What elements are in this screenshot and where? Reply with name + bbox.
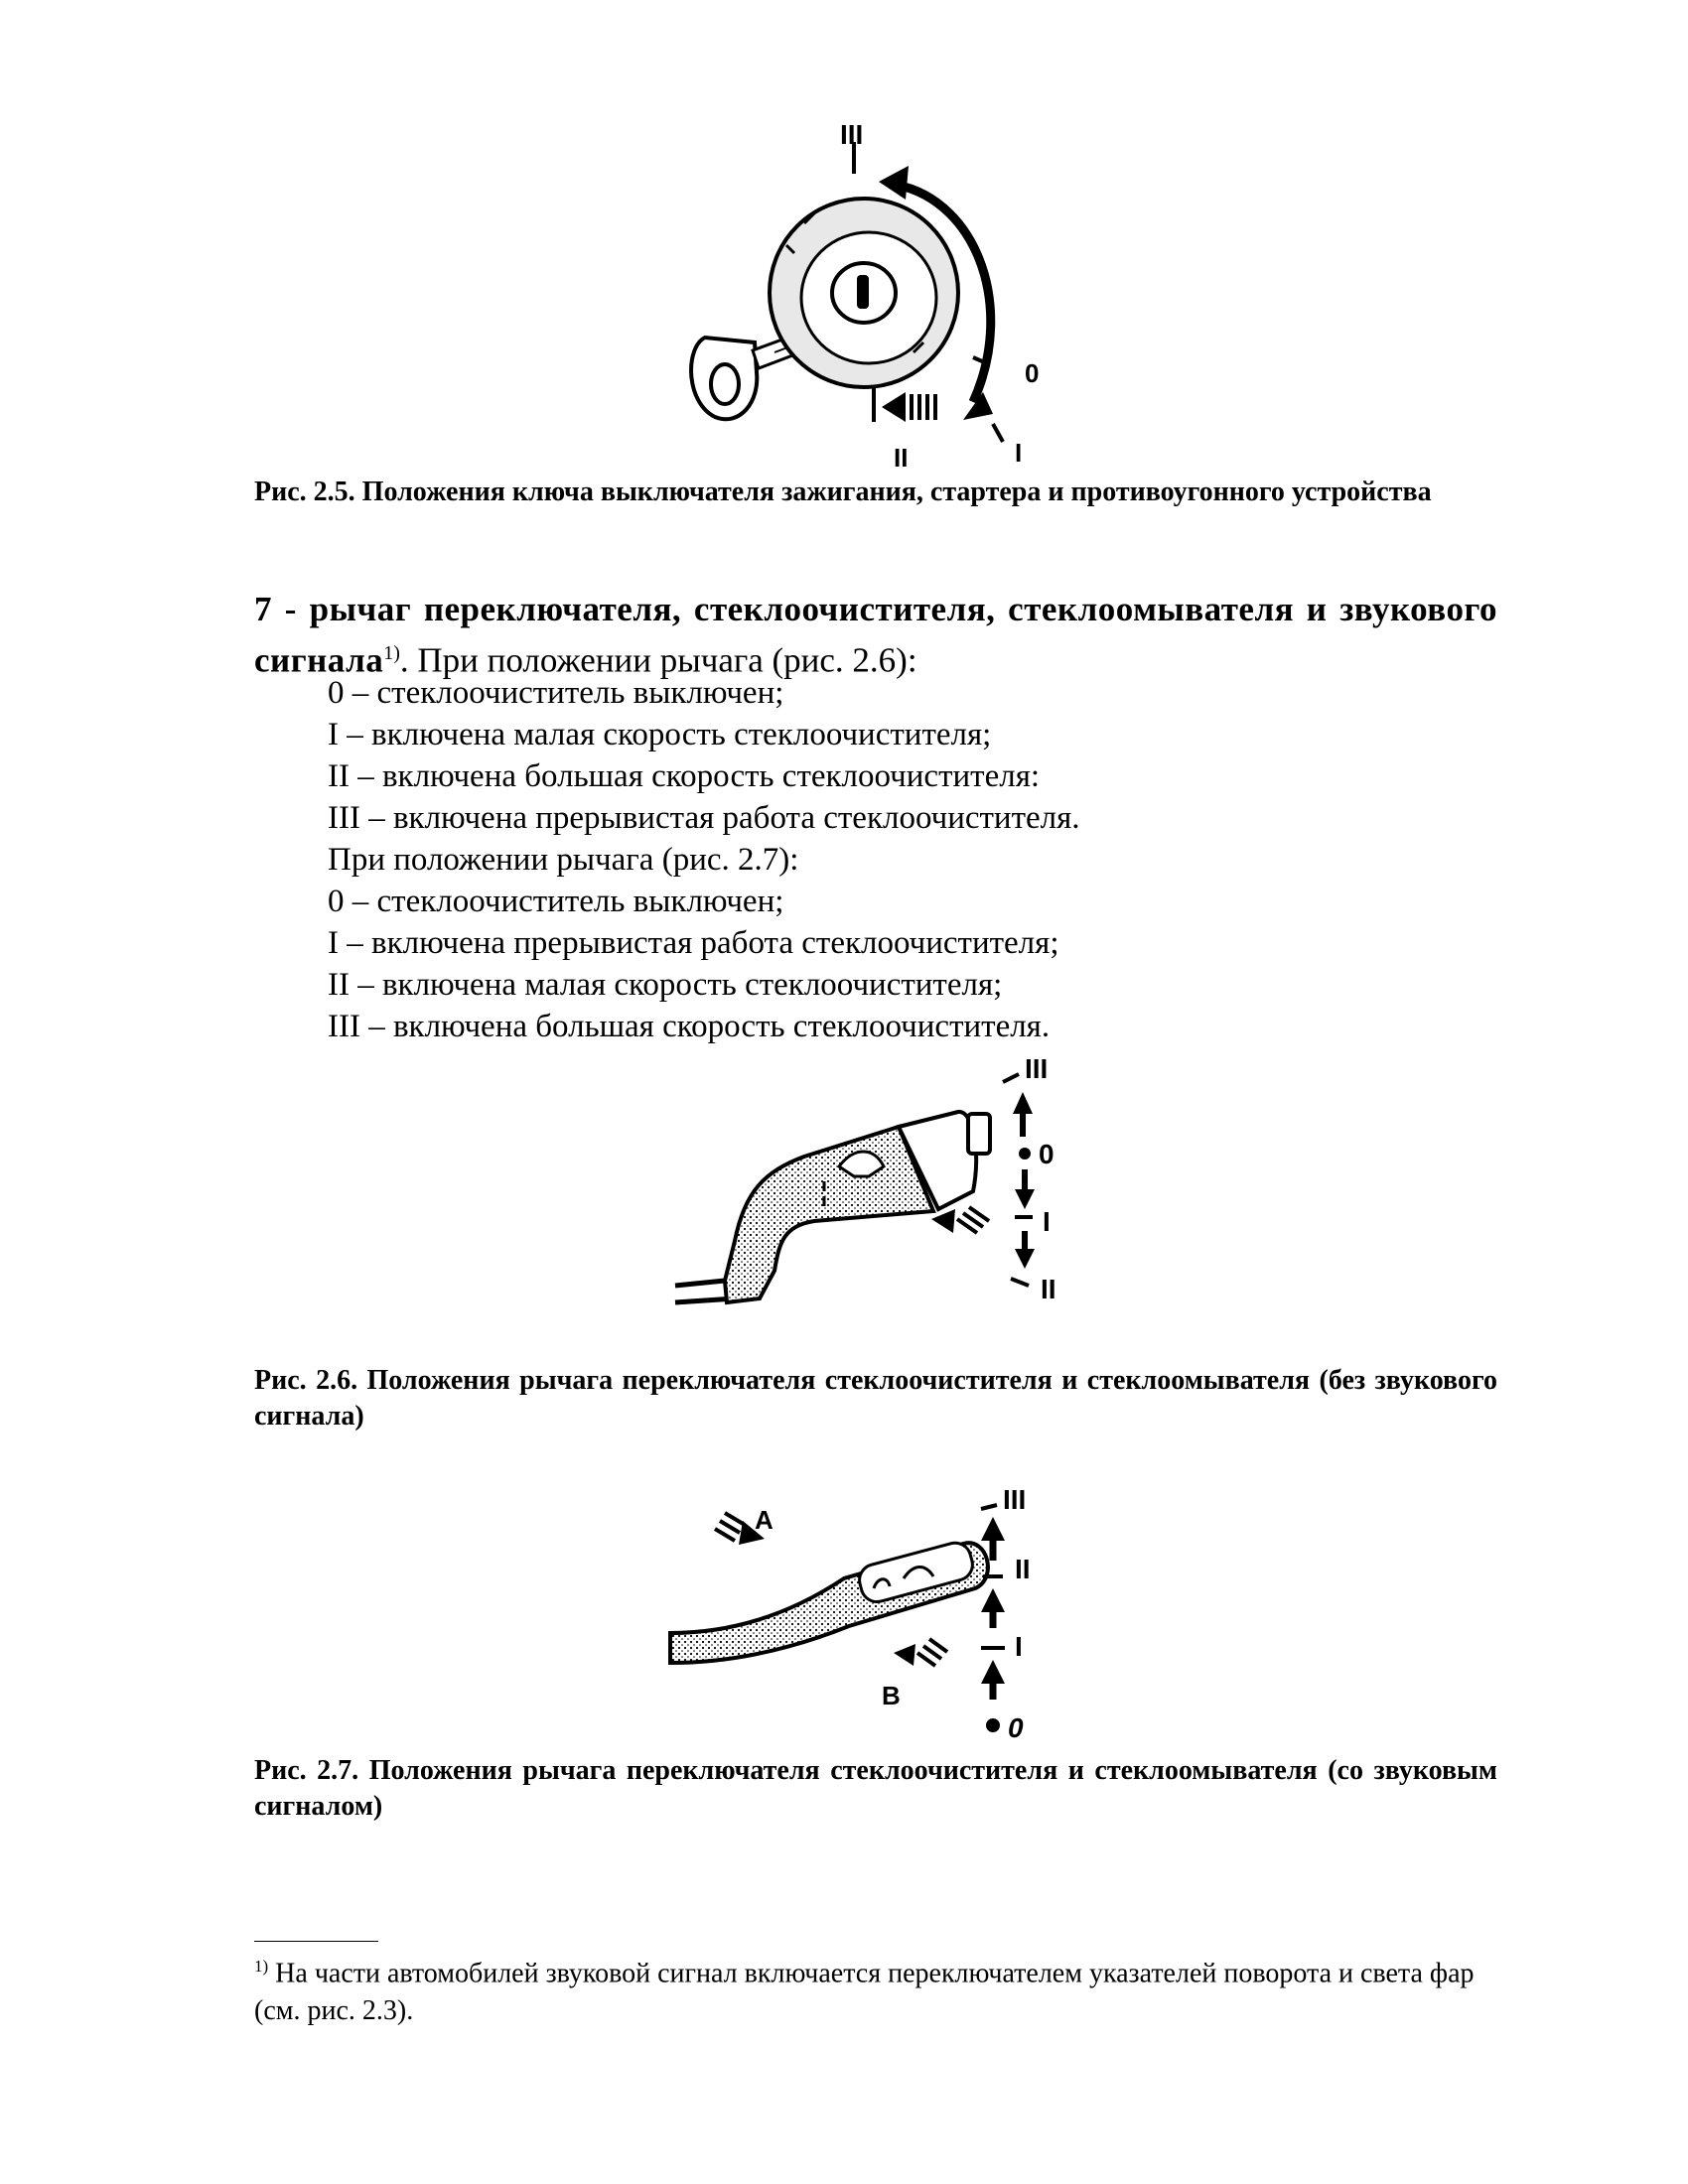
figure-2-6-wiper-lever [665, 1042, 1102, 1330]
list-item: 0 – стеклоочиститель выключен; [328, 884, 784, 919]
arrow-up-icon [879, 166, 909, 200]
footnote-mark: 1) [254, 1957, 269, 1976]
list-item: III – включена большая скорость стеклоочистителя. [328, 1009, 1051, 1044]
section-heading-rest: . При положении рычага (рис. 2.6): [399, 640, 917, 680]
figure-2-6-caption: Рис. 2.6. Положения рычага переключателя стеклоочистителя и стеклоомывателя (без звукового сигнала) [254, 1365, 1497, 1432]
fig25-label-III: III [840, 119, 864, 150]
section-heading [254, 588, 1497, 683]
figure-2-5-caption: Рис. 2.5. Положения ключа выключателя зажигания, стартера и противоугонного устройства [254, 477, 1432, 507]
lock-cylinder [770, 199, 958, 387]
fig26-label-I: I [1043, 1206, 1051, 1237]
list-item: II – включена малая скорость стеклоочистителя; [328, 967, 1003, 1003]
figure-2-7-caption: Рис. 2.7. Положения рычага переключателя стеклоочистителя и стеклоомывателя (со звуковым сигналом) [254, 1755, 1497, 1822]
footnote-rule [254, 1941, 378, 1942]
fig26-label-II: II [1041, 1274, 1056, 1304]
push-arrow-icon [931, 1207, 989, 1233]
arrow-B-icon [894, 1639, 947, 1666]
position-scale [1003, 1074, 1035, 1286]
fig27-label-A: A [755, 1505, 774, 1535]
fig27-label-II: II [1015, 1554, 1031, 1584]
list-item: 0 – стеклоочиститель выключен; [328, 675, 784, 711]
fig25-label-0: 0 [1025, 358, 1040, 388]
position-scale [981, 1505, 1005, 1732]
list-item: III – включена прерывистая работа стеклоочистителя. [328, 800, 1080, 836]
section-heading-bold: 7 - рычаг переключателя, стеклоочистителя, стеклоомывателя и звукового сигнала [254, 590, 1497, 680]
intro-text: При положении рычага (рис. 2.7): [328, 842, 799, 878]
footnote-ref: 1) [383, 642, 400, 664]
fig26-label-0: 0 [1039, 1139, 1055, 1169]
fig25-label-I: I [1015, 438, 1023, 468]
fig27-label-I: I [1015, 1631, 1023, 1662]
fig27-label-III: III [1003, 1484, 1027, 1515]
fig26-label-III: III [1025, 1053, 1049, 1084]
footnote [254, 1948, 1497, 2030]
fig27-label-0: 0 [1008, 1712, 1024, 1743]
list-item: I – включена малая скорость стеклоочистителя; [328, 717, 992, 752]
list-item: II – включена большая скорость стеклоочистителя: [328, 758, 1041, 794]
fig25-label-II: II [894, 443, 909, 473]
list-item: I – включена прерывистая работа стеклоочистителя; [328, 925, 1059, 961]
lever-illustration [675, 1112, 990, 1302]
footnote-text: На части автомобилей звуковой сигнал включается переключателем указателей поворота и света фар (см. рис. 2.3). [254, 1958, 1475, 2027]
lever-illustration [670, 1540, 988, 1663]
figure-2-7-wiper-lever-horn [665, 1449, 1082, 1747]
starter-arrow-icon [882, 392, 935, 422]
figure-2-5-ignition-switch [675, 104, 1092, 481]
fig27-label-B: B [882, 1681, 901, 1710]
